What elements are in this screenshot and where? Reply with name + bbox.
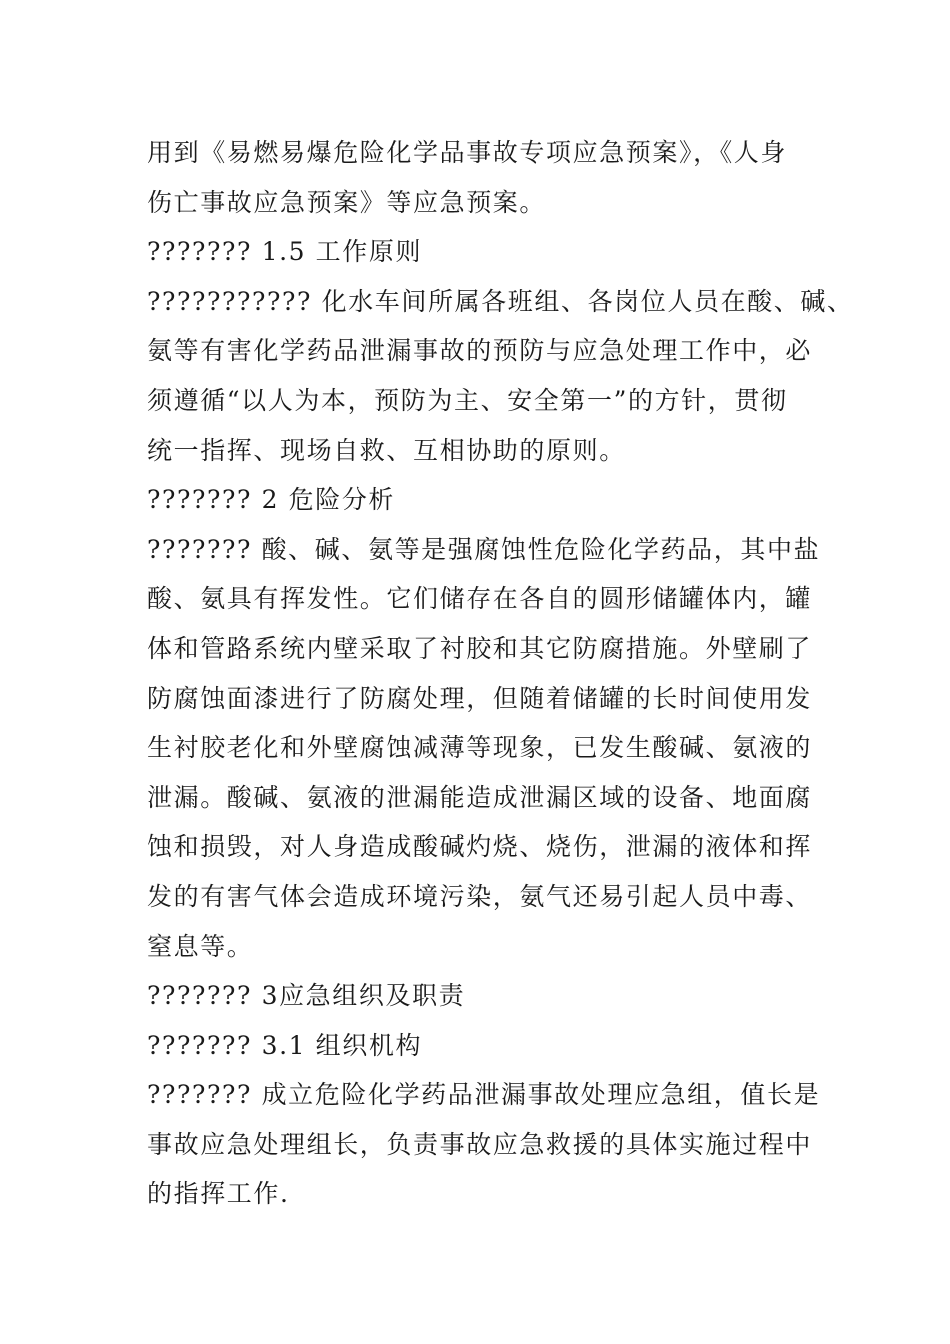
- text-line: 须遵循“以人为本，预防为主、安全第一”的方针，贯彻: [147, 385, 788, 415]
- text-line: 统一指挥、现场自救、互相协助的原则。: [147, 435, 626, 465]
- text-line: 蚀和损毁，对人身造成酸碱灼烧、烧伤，泄漏的液体和挥: [147, 832, 813, 862]
- text-line: 伤亡事故应急预案》等应急预案。: [147, 187, 547, 217]
- text-line: 发的有害气体会造成环境污染，氨气还易引起人员中毒、: [147, 881, 813, 911]
- text-line: ??????????? 化水车间所属各班组、各岗位人员在酸、碱、: [147, 286, 854, 316]
- text-line: 用到《易燃易爆危险化学品事故专项应急预案》，《人身: [147, 138, 788, 167]
- document-body: [147, 128, 854, 1219]
- text-line: 的指挥工作.: [147, 1179, 290, 1209]
- text-line: 体和管路系统内壁采取了衬胶和其它防腐措施。外壁刷了: [147, 633, 813, 663]
- section-heading: ??????? 2 危险分析: [147, 485, 396, 515]
- section-heading: ??????? 3.1 组织机构: [147, 1030, 423, 1060]
- text-line: 酸、氨具有挥发性。它们储存在各自的圆形储罐体内，罐: [147, 584, 813, 614]
- text-line: 事故应急处理组长，负责事故应急救援的具体实施过程中: [147, 1129, 813, 1159]
- text-line: 生衬胶老化和外壁腐蚀减薄等现象，已发生酸碱、氨液的: [147, 733, 813, 763]
- text-line: ??????? 成立危险化学药品泄漏事故处理应急组，值长是: [147, 1080, 821, 1110]
- text-line: 氨等有害化学药品泄漏事故的预防与应急处理工作中，必: [147, 336, 813, 366]
- text-line: 防腐蚀面漆进行了防腐处理，但随着储罐的长时间使用发: [147, 683, 813, 713]
- text-line: 泄漏。酸碱、氨液的泄漏能造成泄漏区域的设备、地面腐: [147, 782, 813, 812]
- text-line: 窒息等。: [147, 931, 254, 961]
- section-heading: ??????? 3应急组织及职责: [147, 981, 466, 1011]
- text-line: ??????? 酸、碱、氨等是强腐蚀性危险化学药品，其中盐: [147, 534, 821, 564]
- section-heading: ??????? 1.5 工作原则: [147, 237, 423, 267]
